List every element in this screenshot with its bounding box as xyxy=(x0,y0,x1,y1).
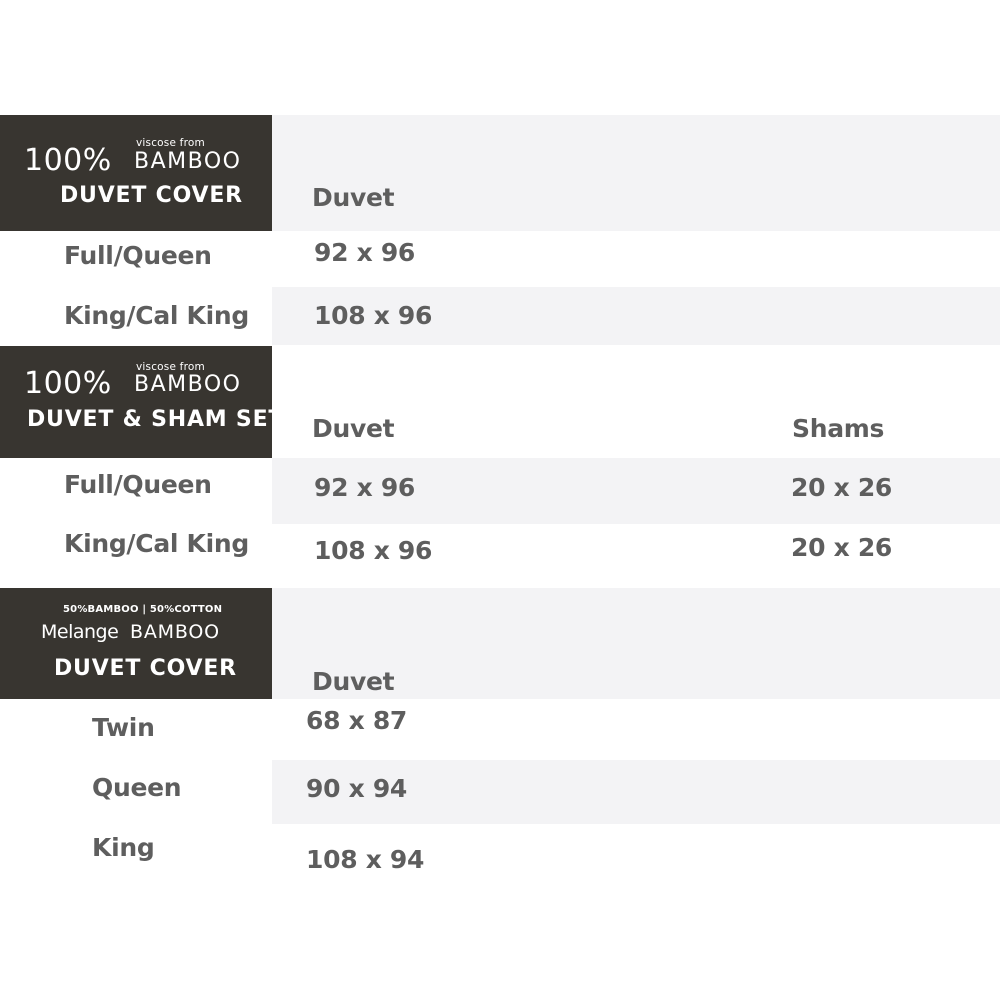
size-label: King/Cal King xyxy=(64,529,249,558)
header-tagline: 50%BAMBOO | 50%COTTON xyxy=(63,604,223,615)
size-label: Twin xyxy=(92,713,155,742)
column-header-duvet: Duvet xyxy=(312,667,395,696)
duvet-value: 90 x 94 xyxy=(306,774,408,803)
shams-value: 20 x 26 xyxy=(791,473,893,502)
section-header-melange-bamboo-duvet-cover xyxy=(0,588,272,699)
header-band-1 xyxy=(272,115,1000,231)
size-label: Queen xyxy=(92,773,182,802)
header-percent: 100% xyxy=(24,366,112,401)
header-percent: 100% xyxy=(24,143,112,178)
size-label: Full/Queen xyxy=(64,241,212,270)
header-title: DUVET COVER xyxy=(60,183,243,208)
header-brand: Melange xyxy=(41,621,119,643)
duvet-value: 68 x 87 xyxy=(306,706,408,735)
section-header-bamboo-duvet-sham-set xyxy=(0,346,285,458)
size-label: Full/Queen xyxy=(64,470,212,499)
header-tagline: viscose from xyxy=(136,361,205,373)
shams-value: 20 x 26 xyxy=(791,533,893,562)
column-header-shams: Shams xyxy=(792,414,885,443)
duvet-value: 108 x 96 xyxy=(314,301,433,330)
header-title: DUVET COVER xyxy=(54,656,237,681)
size-label: King/Cal King xyxy=(64,301,249,330)
duvet-value: 108 x 96 xyxy=(314,536,433,565)
column-header-duvet: Duvet xyxy=(312,183,395,212)
section-header-bamboo-duvet-cover xyxy=(0,115,272,231)
header-material: BAMBOO xyxy=(134,149,242,174)
header-material: BAMBOO xyxy=(130,621,220,643)
header-tagline: viscose from xyxy=(136,137,205,149)
header-material: BAMBOO xyxy=(134,372,242,397)
header-title: DUVET & SHAM SET xyxy=(27,407,285,432)
duvet-value: 108 x 94 xyxy=(306,845,425,874)
duvet-value: 92 x 96 xyxy=(314,473,416,502)
column-header-duvet: Duvet xyxy=(312,414,395,443)
size-label: King xyxy=(92,833,155,862)
duvet-value: 92 x 96 xyxy=(314,238,416,267)
